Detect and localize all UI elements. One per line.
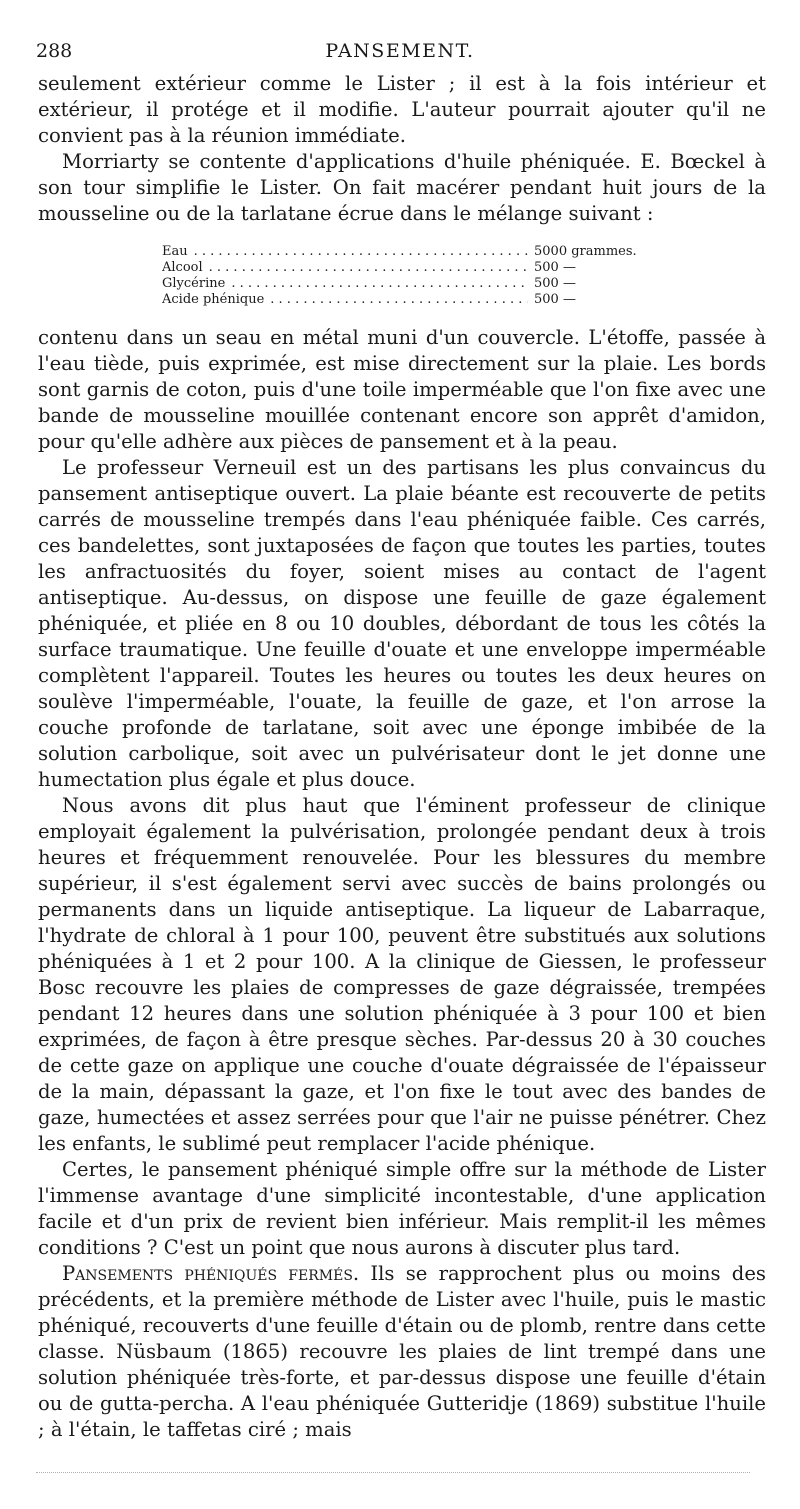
recipe-table <box>162 244 652 308</box>
dot-leader <box>231 276 528 292</box>
page-number: 288 <box>36 40 73 62</box>
dot-leader <box>209 260 528 276</box>
body-text <box>38 71 766 1443</box>
paragraph-recipe-continued: contenu dans un seau en métal muni d'un couvercle. L'étoffe, passée à l'eau tiède, puis exprimée, est mise directement sur la plaie. Les bords sont garnis de coton, puis d'une toile imperméable que l'on fixe avec une bande de mousseline mouillée contenant encore son apprêt d'amidon, pour qu'elle adhère aux pièces de pansement et à la peau. <box>38 326 766 453</box>
paragraph-continued: seulement extérieur comme le Lister ; il est à la fois intérieur et extérieur, il protége et il modifie. L'auteur pourrait ajouter qu'il ne convient pas à la réunion immédiate. <box>38 72 766 147</box>
recipe-row <box>162 244 652 260</box>
section-text: Ils se rapprochent plus ou moins des précédents, et la première méthode de Lister avec l'huile, puis le mastic phéniqué, recouverts d'une feuille d'étain ou de plomb, rentre dans cette classe. Nüsbaum (1865) recouvre les plaies de lint trempé dans une solution phéniquée très-forte, et par-dessus dispose une feuille d'étain ou de gutta-percha. A l'eau phéniquée Gutteridje (1869) substitue l'huile ; à l'étain, le taffetas ciré ; mais <box>38 1262 766 1441</box>
ingredient-quantity: 500 — <box>534 260 576 275</box>
paragraph-certes: Certes, le pansement phéniqué simple offre sur la méthode de Lister l'immense avantage d'une simplicité incontestable, d'une application facile et d'un prix de revient bien inférieur. Mais remplit-il les mêmes conditions ? C'est un point que nous aurons à discuter plus tard. <box>38 1158 766 1259</box>
ingredient-name: Glycérine <box>162 276 226 291</box>
paragraph-morriarty: Morriarty se contente d'applications d'huile phéniquée. E. Bœckel à son tour simplifie le Lister. On fait macérer pendant huit jours de la mousseline ou de la tarlatane écrue dans le mélange suivant : <box>38 150 766 225</box>
recipe-row <box>162 292 652 308</box>
recipe-row <box>162 276 652 292</box>
recipe-row <box>162 260 652 276</box>
ingredient-name: Acide phénique <box>162 292 265 307</box>
page-header <box>36 40 764 70</box>
footer-bleed-line <box>36 1472 750 1473</box>
ingredient-quantity: 500 — <box>534 292 576 307</box>
dot-leader <box>194 244 528 260</box>
running-head: PANSEMENT. <box>325 40 475 62</box>
ingredient-name: Alcool <box>162 260 203 275</box>
paragraph-verneuil: Le professeur Verneuil est un des partisans les plus convaincus du pansement antiseptique ouvert. La plaie béante est recouverte de petits carrés de mousseline trempés dans l'eau phéniquée faible. Ces carrés, ces bandelettes, sont juxtaposées de façon que toutes les parties, toutes les anfractuosités du foyer, soient mises au contact de l'agent antiseptique. Au-dessus, on dispose une feuille de gaze également phéniquée, et pliée en 8 ou 10 doubles, débordant de tous les côtés la surface traumatique. Une feuille d'ouate et une enveloppe imperméable complètent l'appareil. Toutes les heures ou toutes les deux heures on soulève l'imperméable, l'ouate, la feuille de gaze, et l'on arrose la couche profonde de tarlatane, soit avec une éponge imbibée de la solution carbolique, soit avec un pulvérisateur dont le jet donne une humectation plus égale et plus douce. <box>38 456 766 791</box>
paragraph-pulverisation: Nous avons dit plus haut que l'éminent professeur de clinique employait également la pulvérisation, prolongée pendant deux à trois heures et fréquemment renouvelée. Pour les blessures du membre supérieur, il s'est également servi avec succès de bains prolongés ou permanents dans un liquide antiseptique. La liqueur de Labarraque, l'hydrate de chloral à 1 pour 100, peuvent être substitués aux solutions phéniquées à 1 et 2 pour 100. A la clinique de Giessen, le professeur Bosc recouvre les plaies de compresses de gaze dégraissée, trempées pendant 12 heures dans une solution phéniquée à 3 pour 100 et bien exprimées, de façon à être presque sèches. Par-dessus 20 à 30 couches de cette gaze on applique une couche d'ouate dégraissée de l'épaisseur de la main, dépassant la gaze, et l'on fixe le tout avec des bandes de gaze, humectées et assez serrées pour que l'air ne puisse pénétrer. Chez les enfants, le sublimé peut remplacer l'acide phénique. <box>38 794 766 1155</box>
ingredient-quantity: 500 — <box>534 276 576 291</box>
section-run-in-heading: Pansements phéniqués fermés. <box>62 1262 360 1285</box>
ingredient-quantity: 5000 grammes. <box>534 244 637 259</box>
ingredient-name: Eau <box>162 244 188 259</box>
dot-leader <box>270 292 528 308</box>
paragraph-pansements-fermes <box>38 1261 766 1443</box>
